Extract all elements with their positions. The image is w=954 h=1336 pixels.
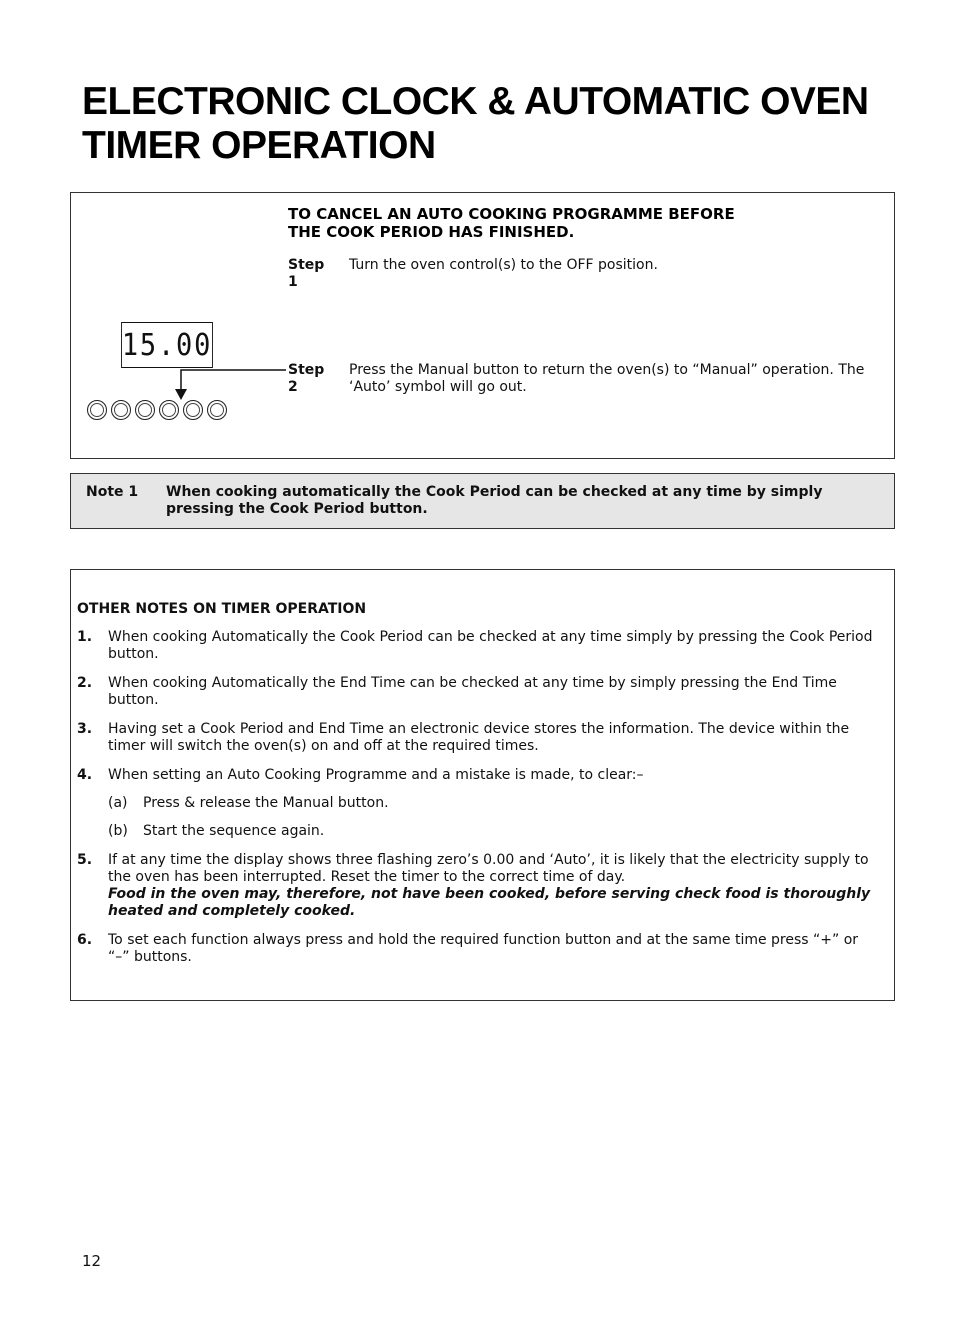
pointer-arrow-icon <box>71 193 291 413</box>
warning-text: Food in the oven may, therefore, not have been cooked, before serving check food is thoroughly heated and completely cooked. <box>108 886 871 919</box>
cancel-heading <box>288 205 735 241</box>
list-item-text: Having set a Cook Period and End Time an electronic device stores the information. The device within the timer will switch the oven(s) on and off at the required times. <box>108 721 850 754</box>
list-item-number: 2. <box>77 675 93 691</box>
note-label: Note 1 <box>86 484 139 500</box>
step-1-label: Step 1 <box>288 257 325 290</box>
list-item <box>77 767 882 784</box>
sub-item <box>108 823 808 840</box>
timer-button-5[interactable] <box>183 400 203 420</box>
list-item-text: When setting an Auto Cooking Programme and a mistake is made, to clear:– <box>108 767 644 783</box>
cancel-heading-line-2: THE COOK PERIOD HAS FINISHED. <box>288 223 575 241</box>
other-notes-section <box>70 569 895 1001</box>
list-item-text: When cooking Automatically the End Time can be checked at any time by simply pressing the End Time button. <box>108 675 837 708</box>
timer-buttons-row <box>87 400 227 420</box>
list-item-number: 5. <box>77 852 93 868</box>
cancel-programme-section <box>70 192 895 459</box>
sub-item-text: Press & release the Manual button. <box>143 795 389 811</box>
list-item-number: 4. <box>77 767 93 783</box>
list-item <box>77 721 882 755</box>
sub-item <box>108 795 808 812</box>
timer-display: 15.00 <box>121 322 213 368</box>
list-item-text: If at any time the display shows three flashing zero’s 0.00 and ‘Auto’, it is likely that the electricity supply to the oven has been interrupted. Reset the timer to the correct time of day. <box>108 852 869 885</box>
list-item <box>77 629 882 663</box>
timer-button-3[interactable] <box>135 400 155 420</box>
sub-item-label: (a) <box>108 795 128 811</box>
list-item-text: When cooking Automatically the Cook Period can be checked at any time simply by pressing the Cook Period button. <box>108 629 873 662</box>
page-title: ELECTRONIC CLOCK & AUTOMATIC OVEN TIMER OPERATION <box>82 80 869 167</box>
list-item-number: 6. <box>77 932 93 948</box>
other-notes-heading: OTHER NOTES ON TIMER OPERATION <box>77 601 367 617</box>
timer-button-2[interactable] <box>111 400 131 420</box>
list-item <box>77 675 882 709</box>
timer-button-6[interactable] <box>207 400 227 420</box>
list-item <box>77 932 882 966</box>
note-text: When cooking automatically the Cook Period can be checked at any time by simply pressing the Cook Period button. <box>166 484 823 517</box>
note-1-box <box>70 473 895 529</box>
sub-item-label: (b) <box>108 823 128 839</box>
list-item <box>77 852 882 920</box>
cancel-heading-line-1: TO CANCEL AN AUTO COOKING PROGRAMME BEFORE <box>288 205 735 223</box>
step-1-text: Turn the oven control(s) to the OFF position. <box>349 257 658 273</box>
manual-button[interactable] <box>159 400 179 420</box>
list-item-number: 1. <box>77 629 93 645</box>
list-item-number: 3. <box>77 721 93 737</box>
sub-item-text: Start the sequence again. <box>143 823 325 839</box>
step-2-text: Press the Manual button to return the oven(s) to “Manual” operation. The ‘Auto’ symbol will go out. <box>349 362 865 395</box>
step-2-label: Step 2 <box>288 362 325 395</box>
list-item-text: To set each function always press and hold the required function button and at the same time press “+” or “–” buttons. <box>108 932 859 965</box>
page-number: 12 <box>82 1252 102 1270</box>
timer-button-1[interactable] <box>87 400 107 420</box>
